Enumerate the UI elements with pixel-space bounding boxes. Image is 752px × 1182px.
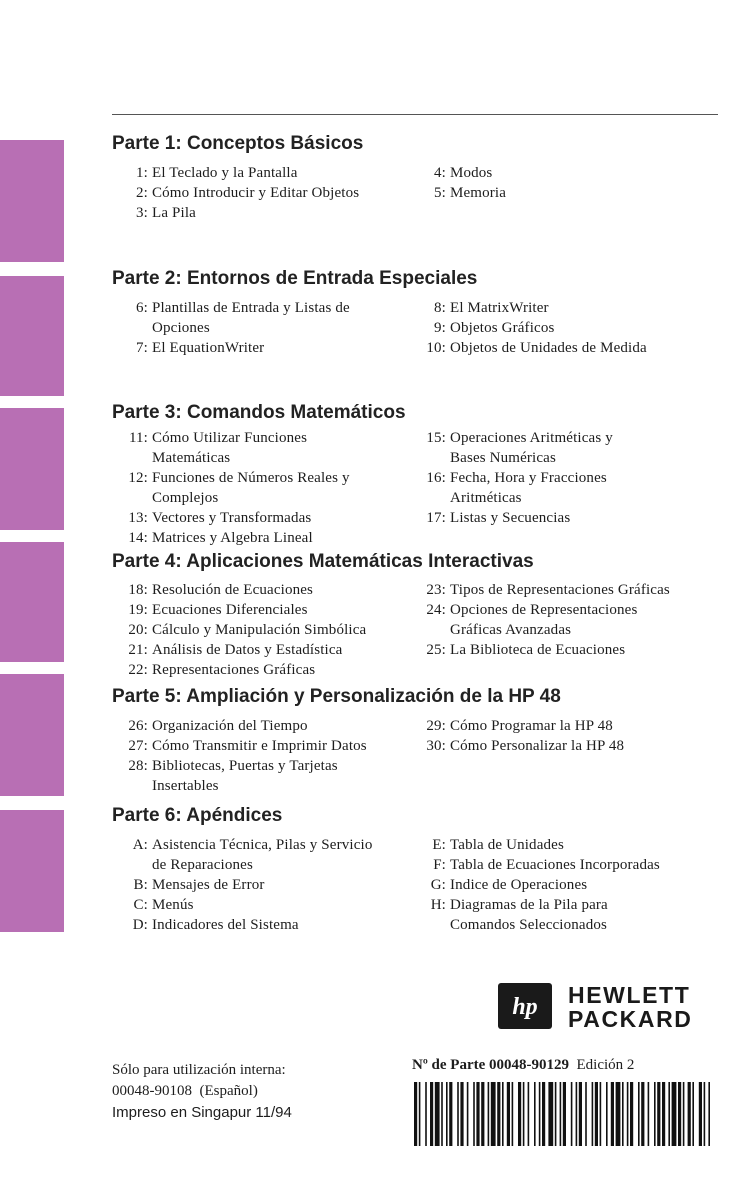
barcode-bar [473, 1082, 475, 1146]
internal-use-label: Sólo para utilización interna: [112, 1062, 286, 1078]
section-left-column [112, 163, 359, 223]
section-tab-6 [0, 810, 64, 932]
section-right-column [420, 580, 670, 660]
toc-item: 11: Cómo Utilizar Funciones Matemáticas [128, 430, 308, 466]
toc-item: G: Indice de Operaciones [430, 877, 588, 893]
section-heading: Parte 5: Ampliación y Personalización de la HP 48 [112, 686, 561, 707]
section-tab-2 [0, 276, 64, 396]
toc-item: 10: Objetos de Unidades de Medida [426, 340, 647, 356]
part-label: Nº de Parte [412, 1057, 486, 1073]
toc-item: 25: La Biblioteca de Ecuaciones [426, 642, 626, 658]
barcode-bar [425, 1082, 427, 1146]
toc-item: 20: Cálculo y Manipulación Simbólica [128, 622, 367, 638]
section-tab-1 [0, 140, 64, 262]
barcode-bar [467, 1082, 469, 1146]
barcode-bar [630, 1082, 633, 1146]
barcode-bar [476, 1082, 479, 1146]
toc-item: 21: Análisis de Datos y Estadística [128, 642, 343, 658]
section-heading: Parte 4: Aplicaciones Matemáticas Interactivas [112, 551, 534, 572]
toc-item: 18: Resolución de Ecuaciones [128, 582, 314, 598]
toc-item: 27: Cómo Transmitir e Imprimir Datos [128, 738, 367, 754]
barcode-bar [441, 1082, 443, 1146]
barcode-bar [657, 1082, 660, 1146]
barcode-bar [534, 1082, 536, 1146]
section-left-column [112, 428, 350, 548]
toc-item: 22: Representaciones Gráficas [128, 662, 316, 678]
section-right-column [420, 716, 624, 756]
barcode-bar [592, 1082, 594, 1146]
toc-item: 14: Matrices y Algebra Lineal [128, 530, 313, 546]
toc-item: 1: El Teclado y la Pantalla [136, 165, 298, 181]
toc-item: 28: Bibliotecas, Puertas y Tarjetas Insertables [128, 758, 338, 794]
section-tab-5 [0, 674, 64, 796]
section-right-column [420, 163, 506, 203]
toc-item: 6: Plantillas de Entrada y Listas de Opciones [136, 300, 350, 336]
barcode-bar [457, 1082, 459, 1146]
barcode-bar [616, 1082, 621, 1146]
barcode-bar [692, 1082, 694, 1146]
barcode-bar [672, 1082, 677, 1146]
barcode-bar [641, 1082, 644, 1146]
barcode-bar [523, 1082, 525, 1146]
section-heading: Parte 1: Conceptos Básicos [112, 133, 364, 154]
toc-item: D: Indicadores del Sistema [132, 917, 299, 933]
barcode-bar [435, 1082, 440, 1146]
toc-item: 16: Fecha, Hora y Fracciones Aritméticas [426, 470, 607, 506]
barcode-bar [654, 1082, 656, 1146]
printed-info: Impreso en Singapur 11/94 [112, 1104, 292, 1121]
toc-item: 15: Operaciones Aritméticas y Bases Numéricas [426, 430, 613, 466]
toc-item: 26: Organización del Tiempo [128, 718, 308, 734]
section-right-column [420, 835, 660, 935]
barcode-bar [555, 1082, 557, 1146]
toc-item: 23: Tipos de Representaciones Gráficas [426, 582, 670, 598]
section-left-column [112, 580, 366, 680]
barcode-bar [488, 1082, 490, 1146]
barcode-bar [563, 1082, 566, 1146]
part-number-line [412, 1057, 634, 1074]
barcode-bar [571, 1082, 573, 1146]
section-heading: Parte 3: Comandos Matemáticos [112, 402, 406, 423]
toc-item: 4: Modos [434, 165, 493, 181]
hp-logo-wordmark [568, 983, 693, 1031]
barcode-bar [678, 1082, 681, 1146]
barcode-bar [668, 1082, 670, 1146]
edition: Edición 2 [576, 1057, 635, 1073]
toc-item: 24: Opciones de Representaciones Gráficas Avanzadas [426, 602, 638, 638]
barcode-bar [518, 1082, 521, 1146]
part-number: 00048-90129 [489, 1057, 570, 1073]
section-heading: Parte 2: Entornos de Entrada Especiales [112, 268, 478, 289]
toc-item: 9: Objetos Gráficos [434, 320, 555, 336]
barcode-bar [683, 1082, 685, 1146]
footer-internal-info [112, 1060, 292, 1123]
barcode-bar [648, 1082, 650, 1146]
barcode-bar [460, 1082, 463, 1146]
barcode-bar [502, 1082, 504, 1146]
section-tab-3 [0, 408, 64, 530]
toc-item: E: Tabla de Unidades [432, 837, 564, 853]
barcode-bar [662, 1082, 665, 1146]
barcode-bar [430, 1082, 433, 1146]
barcode-bar [579, 1082, 582, 1146]
toc-item: C: Menús [133, 897, 194, 913]
barcode-bar [606, 1082, 608, 1146]
toc-item: 19: Ecuaciones Diferenciales [128, 602, 308, 618]
barcode-bar [688, 1082, 691, 1146]
barcode-bar [548, 1082, 553, 1146]
internal-code: 00048-90108 (Español) [112, 1083, 258, 1099]
toc-item: F: Tabla de Ecuaciones Incorporadas [433, 857, 660, 873]
logo-mark-text: hp [512, 994, 538, 1020]
hp-logo-icon [498, 983, 552, 1029]
logo-line-1: HEWLETT [568, 982, 691, 1008]
toc-item: 29: Cómo Programar la HP 48 [426, 718, 613, 734]
section-tab-4 [0, 542, 64, 662]
toc-item: H: Diagramas de la Pila para Comandos Seleccionados [430, 897, 608, 933]
barcode-bar [595, 1082, 598, 1146]
barcode-bar [446, 1082, 448, 1146]
hp-logo-mark [498, 983, 552, 1029]
barcode-bar [414, 1082, 417, 1146]
barcode-bar [528, 1082, 530, 1146]
barcode-bar [560, 1082, 562, 1146]
top-rule [112, 114, 718, 115]
toc-item: 7: El EquationWriter [136, 340, 265, 356]
section-right-column [420, 298, 647, 358]
barcode-bar [507, 1082, 510, 1146]
toc-item: 3: La Pila [136, 205, 196, 221]
barcode-bar [576, 1082, 578, 1146]
toc-item: 5: Memoria [434, 185, 507, 201]
section-heading: Parte 6: Apéndices [112, 805, 283, 826]
logo-line-2: PACKARD [568, 1006, 693, 1032]
barcode-bar [542, 1082, 545, 1146]
barcode [412, 1082, 712, 1146]
barcode-bar [539, 1082, 541, 1146]
barcode-bar [627, 1082, 629, 1146]
section-left-column [112, 835, 372, 935]
toc-item: 17: Listas y Secuencias [426, 510, 571, 526]
barcode-bar [497, 1082, 500, 1146]
barcode-bar [708, 1082, 710, 1146]
toc-item: 30: Cómo Personalizar la HP 48 [426, 738, 625, 754]
barcode-bar [419, 1082, 421, 1146]
toc-item: 8: El MatrixWriter [434, 300, 549, 316]
barcode-bar [585, 1082, 587, 1146]
toc-item: 2: Cómo Introducir y Editar Objetos [136, 185, 360, 201]
toc-item: B: Mensajes de Error [133, 877, 265, 893]
section-left-column [112, 298, 350, 358]
barcode-bar [704, 1082, 706, 1146]
toc-item: 12: Funciones de Números Reales y Complejos [128, 470, 350, 506]
barcode-bar [600, 1082, 602, 1146]
barcode-bar [638, 1082, 640, 1146]
barcode-bar [622, 1082, 624, 1146]
toc-item: A: Asistencia Técnica, Pilas y Servicio de Reparaciones [132, 837, 373, 873]
barcode-bar [491, 1082, 496, 1146]
barcode-bar [449, 1082, 452, 1146]
toc-item: 13: Vectores y Transformadas [128, 510, 312, 526]
barcode-bar [611, 1082, 614, 1146]
barcode-bar [481, 1082, 484, 1146]
barcode-bar [512, 1082, 514, 1146]
section-right-column [420, 428, 613, 528]
section-left-column [112, 716, 367, 796]
barcode-bar [699, 1082, 702, 1146]
